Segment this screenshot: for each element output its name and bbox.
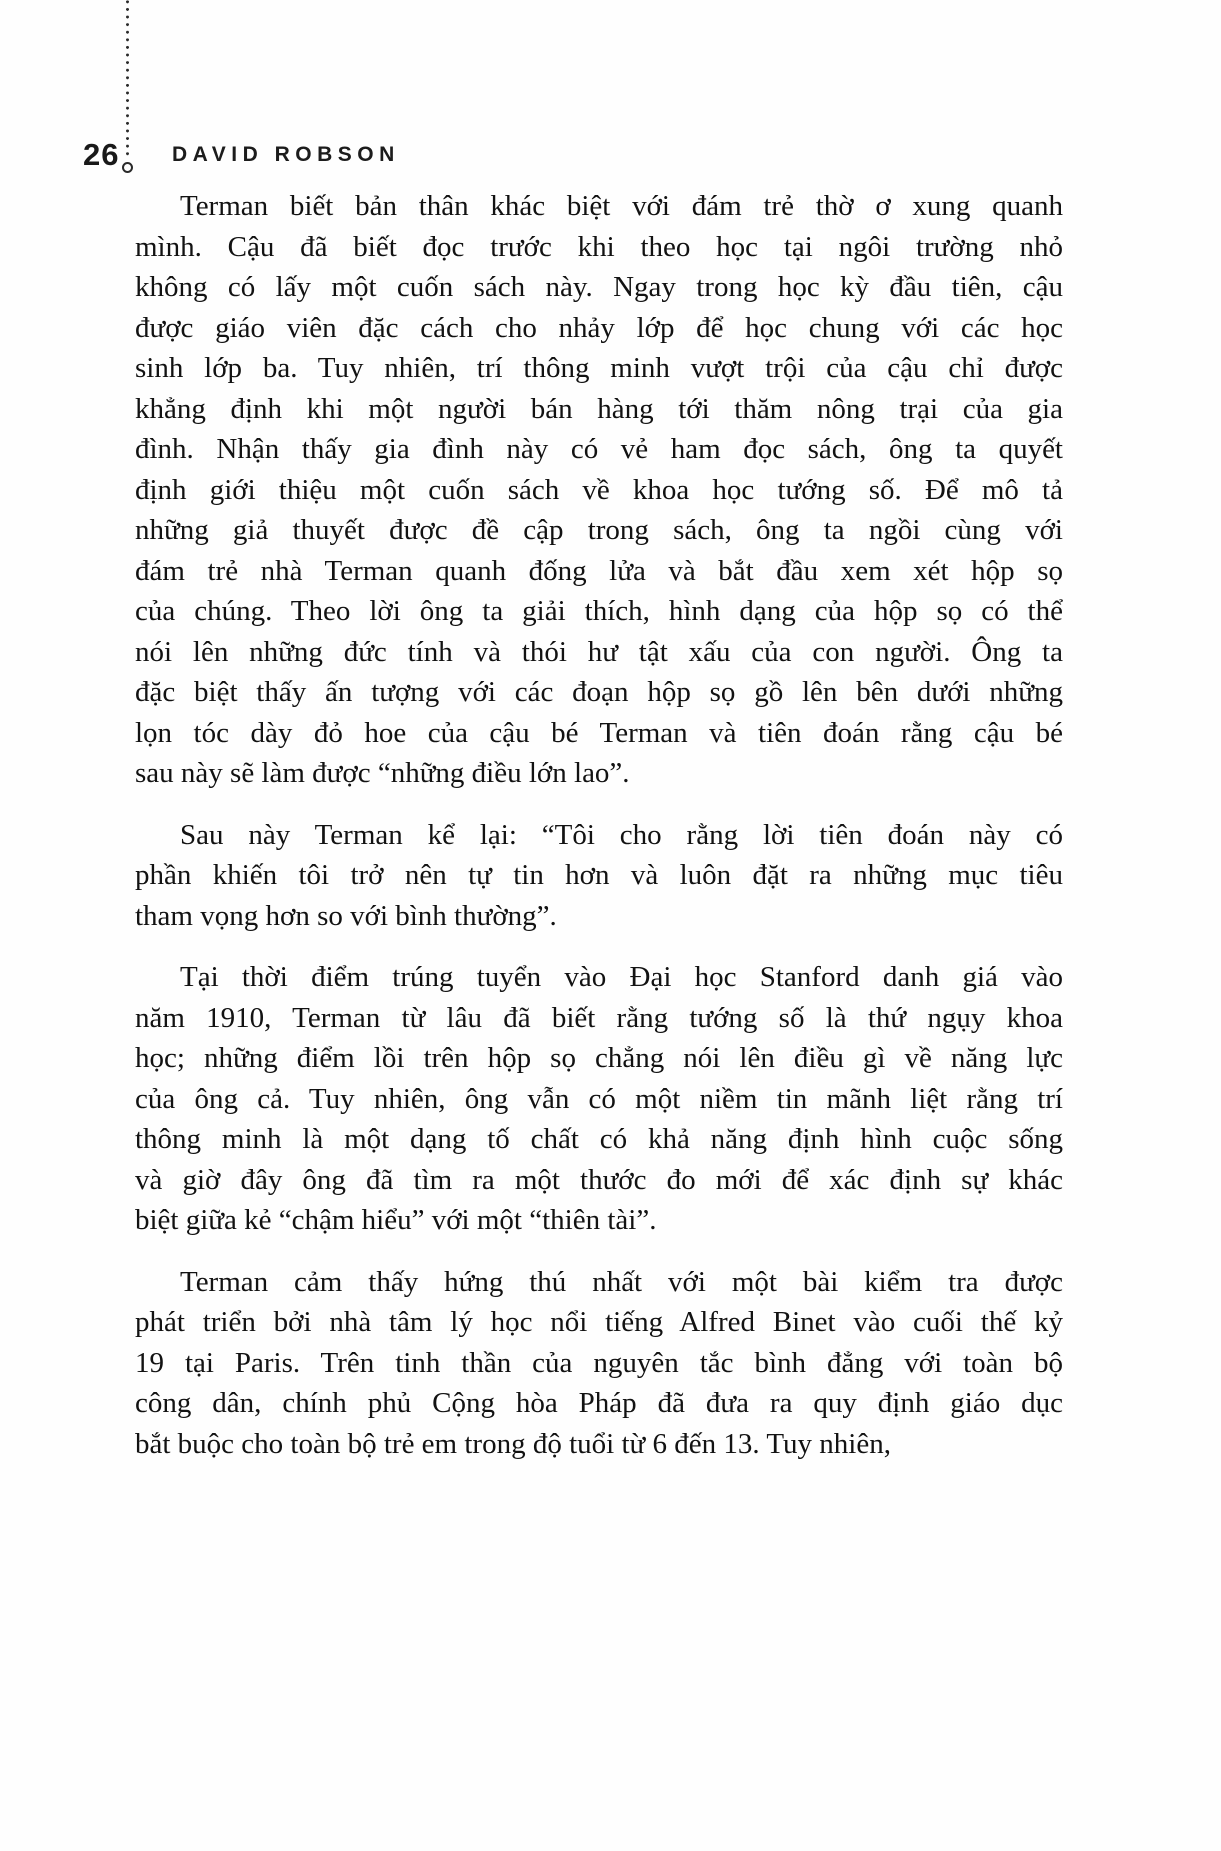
text-line: học; những điểm lồi trên hộp sọ chẳng nói lên điều gì về năng lực [135, 1042, 1063, 1074]
text-line: định giới thiệu một cuốn sách về khoa học tướng số. Để mô tả [135, 473, 1063, 506]
dotted-rule [126, 0, 129, 158]
page-number: 26 [83, 137, 120, 172]
text-line: được giáo viên đặc cách cho nhảy lớp để học chung với các học [135, 311, 1063, 344]
text-line: không có lấy một cuốn sách này. Ngay trong học kỳ đầu tiên, cậu [135, 271, 1063, 303]
text-line: đình. Nhận thấy gia đình này có vẻ ham đọc sách, ông ta quyết [135, 433, 1063, 465]
text-line: tham vọng hơn so với bình thường”. [135, 899, 557, 932]
text-line: khẳng định khi một người bán hàng tới thăm nông trại của gia [135, 392, 1063, 425]
paragraph [135, 957, 1063, 1241]
text-line: phát triển bởi nhà tâm lý học nổi tiếng Alfred Binet vào cuối thế kỷ [135, 1306, 1063, 1338]
paragraph [135, 186, 1063, 794]
text-line: biệt giữa kẻ “chậm hiểu” với một “thiên tài”. [135, 1204, 657, 1236]
text-line: công dân, chính phủ Cộng hòa Pháp đã đưa ra quy định giáo dục [135, 1387, 1063, 1419]
text-line: sau này sẽ làm được “những điều lớn lao”. [135, 757, 630, 789]
text-line: phần khiến tôi trở nên tự tin hơn và luôn đặt ra những mục tiêu [135, 859, 1063, 891]
running-title: DAVID ROBSON [172, 143, 400, 166]
text-line: Terman biết bản thân khác biệt với đám trẻ thờ ơ xung quanh [180, 190, 1063, 222]
text-line: của ông cả. Tuy nhiên, ông vẫn có một niềm tin mãnh liệt rằng trí [135, 1082, 1063, 1115]
text-line: mình. Cậu đã biết đọc trước khi theo học tại ngôi trường nhỏ [135, 230, 1063, 263]
text-line: đám trẻ nhà Terman quanh đống lửa và bắt đầu xem xét hộp sọ [135, 554, 1063, 587]
text-line: thông minh là một dạng tố chất có khả năng định hình cuộc sống [135, 1123, 1063, 1155]
text-line: nói lên những đức tính và thói hư tật xấu của con người. Ông ta [135, 635, 1063, 668]
rule-end-circle-icon [122, 162, 133, 173]
text-line: lọn tóc dày đỏ hoe của cậu bé Terman và tiên đoán rằng cậu bé [135, 716, 1063, 749]
text-line: bắt buộc cho toàn bộ trẻ em trong độ tuổi từ 6 đến 13. Tuy nhiên, [135, 1427, 891, 1460]
text-line: Terman cảm thấy hứng thú nhất với một bài kiểm tra được [180, 1265, 1063, 1298]
text-line: Tại thời điểm trúng tuyển vào Đại học Stanford danh giá vào [180, 961, 1063, 993]
text-line: đặc biệt thấy ấn tượng với các đoạn hộp sọ gồ lên bên dưới những [135, 676, 1063, 708]
paragraph [135, 815, 1063, 937]
paragraph [135, 1262, 1063, 1465]
text-line: Sau này Terman kể lại: “Tôi cho rằng lời tiên đoán này có [180, 818, 1063, 851]
text-line: năm 1910, Terman từ lâu đã biết rằng tướng số là thứ ngụy khoa [135, 1001, 1063, 1034]
text-line: 19 tại Paris. Trên tinh thần của nguyên tắc bình đẳng với toàn bộ [135, 1346, 1063, 1379]
body-text [135, 186, 1063, 1464]
text-line: những giả thuyết được đề cập trong sách, ông ta ngồi cùng với [135, 514, 1063, 546]
text-line: sinh lớp ba. Tuy nhiên, trí thông minh vượt trội của cậu chỉ được [135, 352, 1063, 384]
text-line: và giờ đây ông đã tìm ra một thước đo mới để xác định sự khác [135, 1163, 1063, 1196]
text-line: của chúng. Theo lời ông ta giải thích, hình dạng của hộp sọ có thể [135, 595, 1063, 627]
